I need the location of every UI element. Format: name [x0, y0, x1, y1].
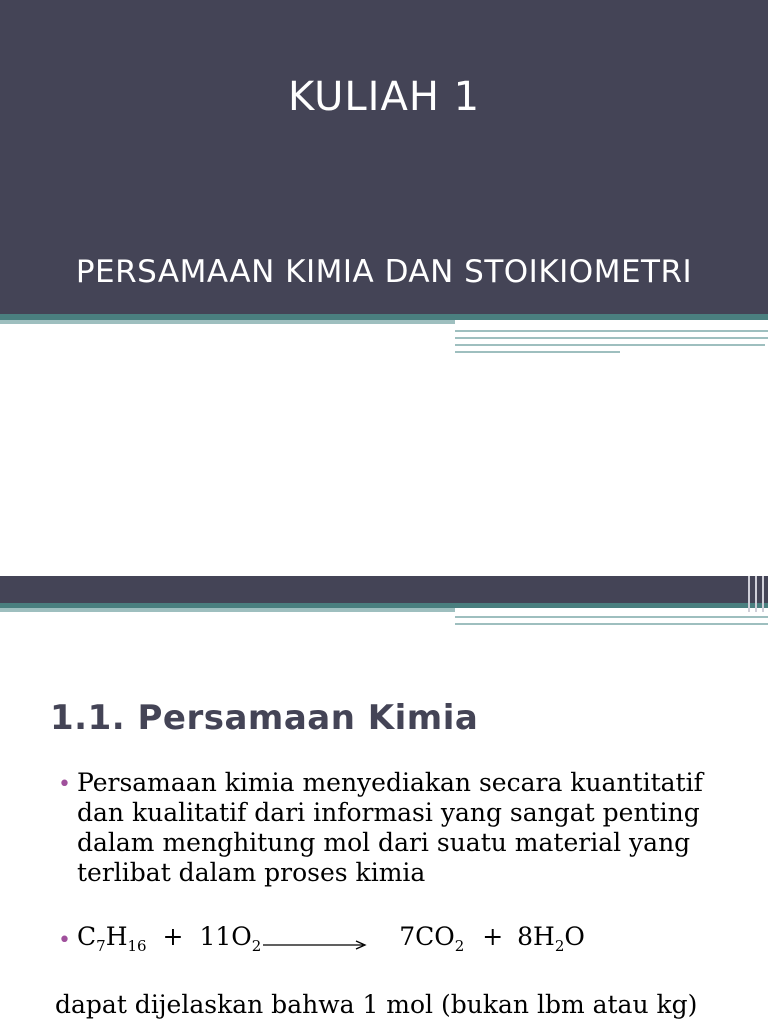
accent-line: [455, 623, 768, 625]
plus-sign: +: [482, 922, 504, 951]
light-band: [0, 608, 455, 612]
header-band: [0, 576, 768, 603]
paragraph-line: dalam menghitung mol dari suatu material yang: [77, 828, 691, 857]
slide-title: KULIAH 1: [287, 74, 481, 120]
reactant-o2: $11O_2$: [199, 922, 262, 955]
content-slide: [0, 576, 768, 1024]
accent-line: [762, 576, 764, 612]
chemical-equation: [77, 922, 585, 955]
continuation-text: dapat dijelaskan bahwa 1 mol (bukan lbm atau kg): [55, 990, 698, 1019]
product-co2: $7CO_2$: [399, 922, 465, 955]
accent-line: [755, 576, 757, 612]
reactant-c7h16: $C_7H_{16}$: [77, 922, 147, 955]
paragraph-line: Persamaan kimia menyediakan secara kuantitatif: [77, 768, 703, 797]
accent-line: [455, 330, 768, 332]
paragraph-line: terlibat dalam proses kimia: [77, 858, 426, 887]
bullet-dot: •: [58, 772, 71, 797]
product-h2o: $8H_2O$: [517, 922, 585, 955]
section-heading: 1.1. Persamaan Kimia: [50, 698, 479, 738]
accent-line: [748, 576, 750, 612]
accent-line: [455, 616, 768, 618]
slide-subtitle: PERSAMAAN KIMIA DAN STOIKIOMETRI: [75, 254, 693, 290]
bullet-dot: •: [58, 928, 71, 953]
bullet-paragraph: [77, 768, 757, 888]
paragraph-line: dan kualitatif dari informasi yang sangat penting: [77, 798, 700, 827]
accent-line: [455, 351, 620, 353]
reaction-arrow-icon: [263, 940, 367, 950]
accent-line: [455, 337, 768, 339]
accent-line: [455, 344, 765, 346]
light-band: [0, 320, 455, 324]
plus-sign: +: [162, 922, 184, 951]
